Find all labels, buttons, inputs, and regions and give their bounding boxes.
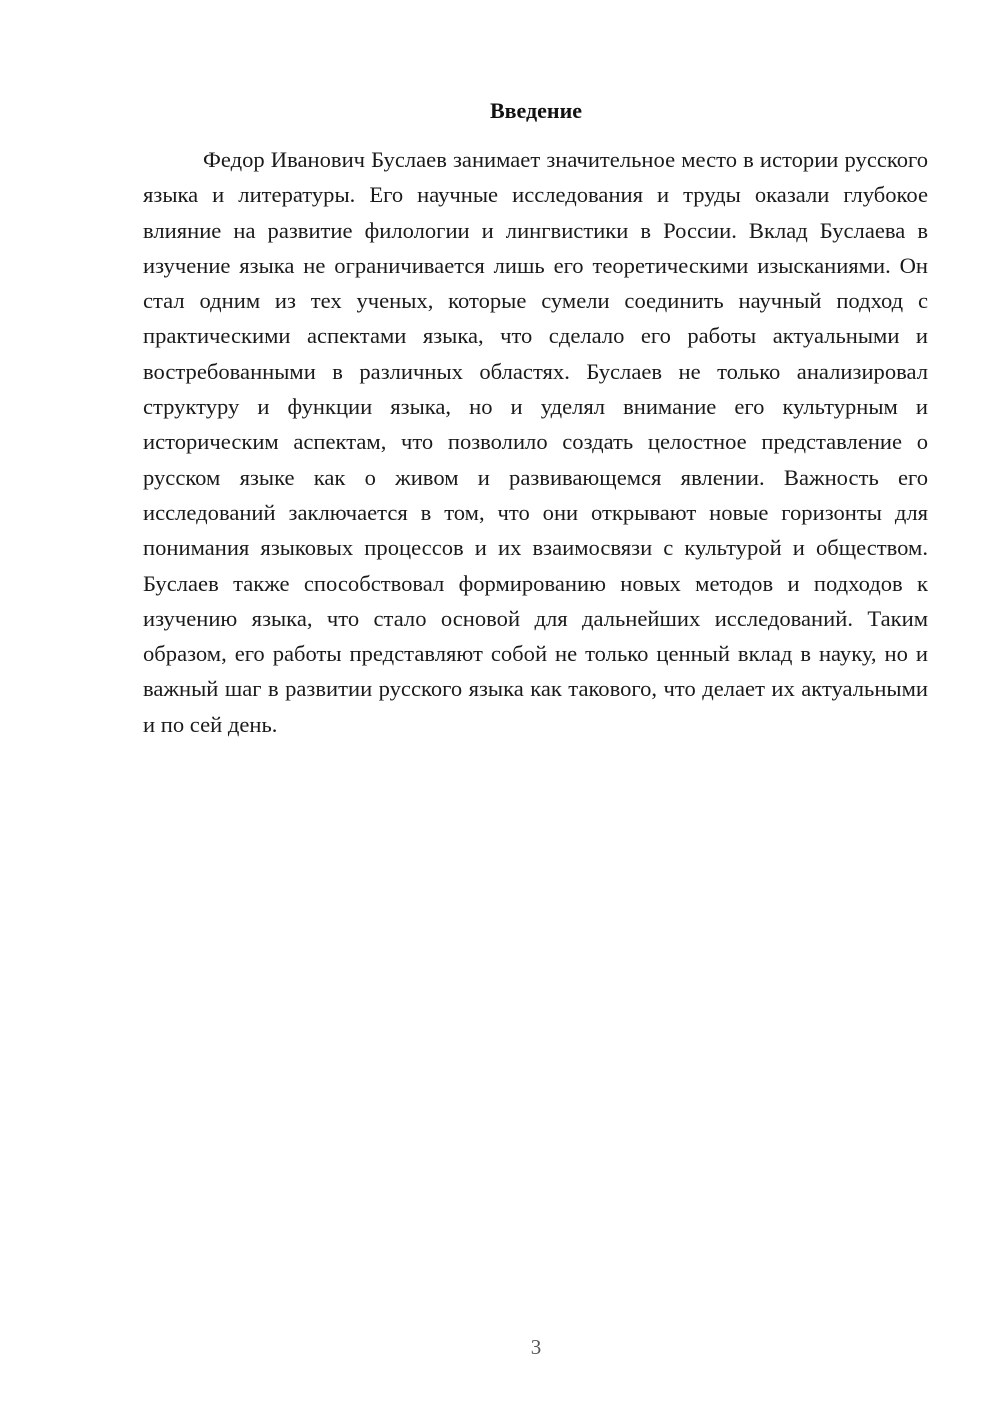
body-paragraph: Федор Иванович Буслаев занимает значительное место в истории русского языка и литературы. Его научные исследования и труды оказали глубокое влияние на развитие филологии и лингвистики в России. Вклад Буслаева в изучение языка не ограничивается лишь его теоретическими изысканиями. Он стал одним из тех ученых, которые сумели соединить научный подход с практическими аспектами языка, что сделало его работы актуальными и востребованными в различных областях. Буслаев не только анализировал структуру и функции языка, но и уделял внимание его культурным и историческим аспектам, что позволило создать целостное представление о русском языке как о живом и развивающемся явлении. Важность его исследований заключается в том, что они открывают новые горизонты для понимания языковых процессов и их взаимосвязи с культурой и обществом. Буслаев также способствовал формированию новых методов и подходов к изучению языка, что стало основой для дальнейших исследований. Таким образом, его работы представляют собой не только ценный вклад в науку, но и важный шаг в развитии русского языка как такового, что делает их актуальными и по сей день.	[143, 147, 928, 737]
page-number: 3	[530, 1335, 542, 1359]
page-title: Введение	[489, 98, 583, 123]
